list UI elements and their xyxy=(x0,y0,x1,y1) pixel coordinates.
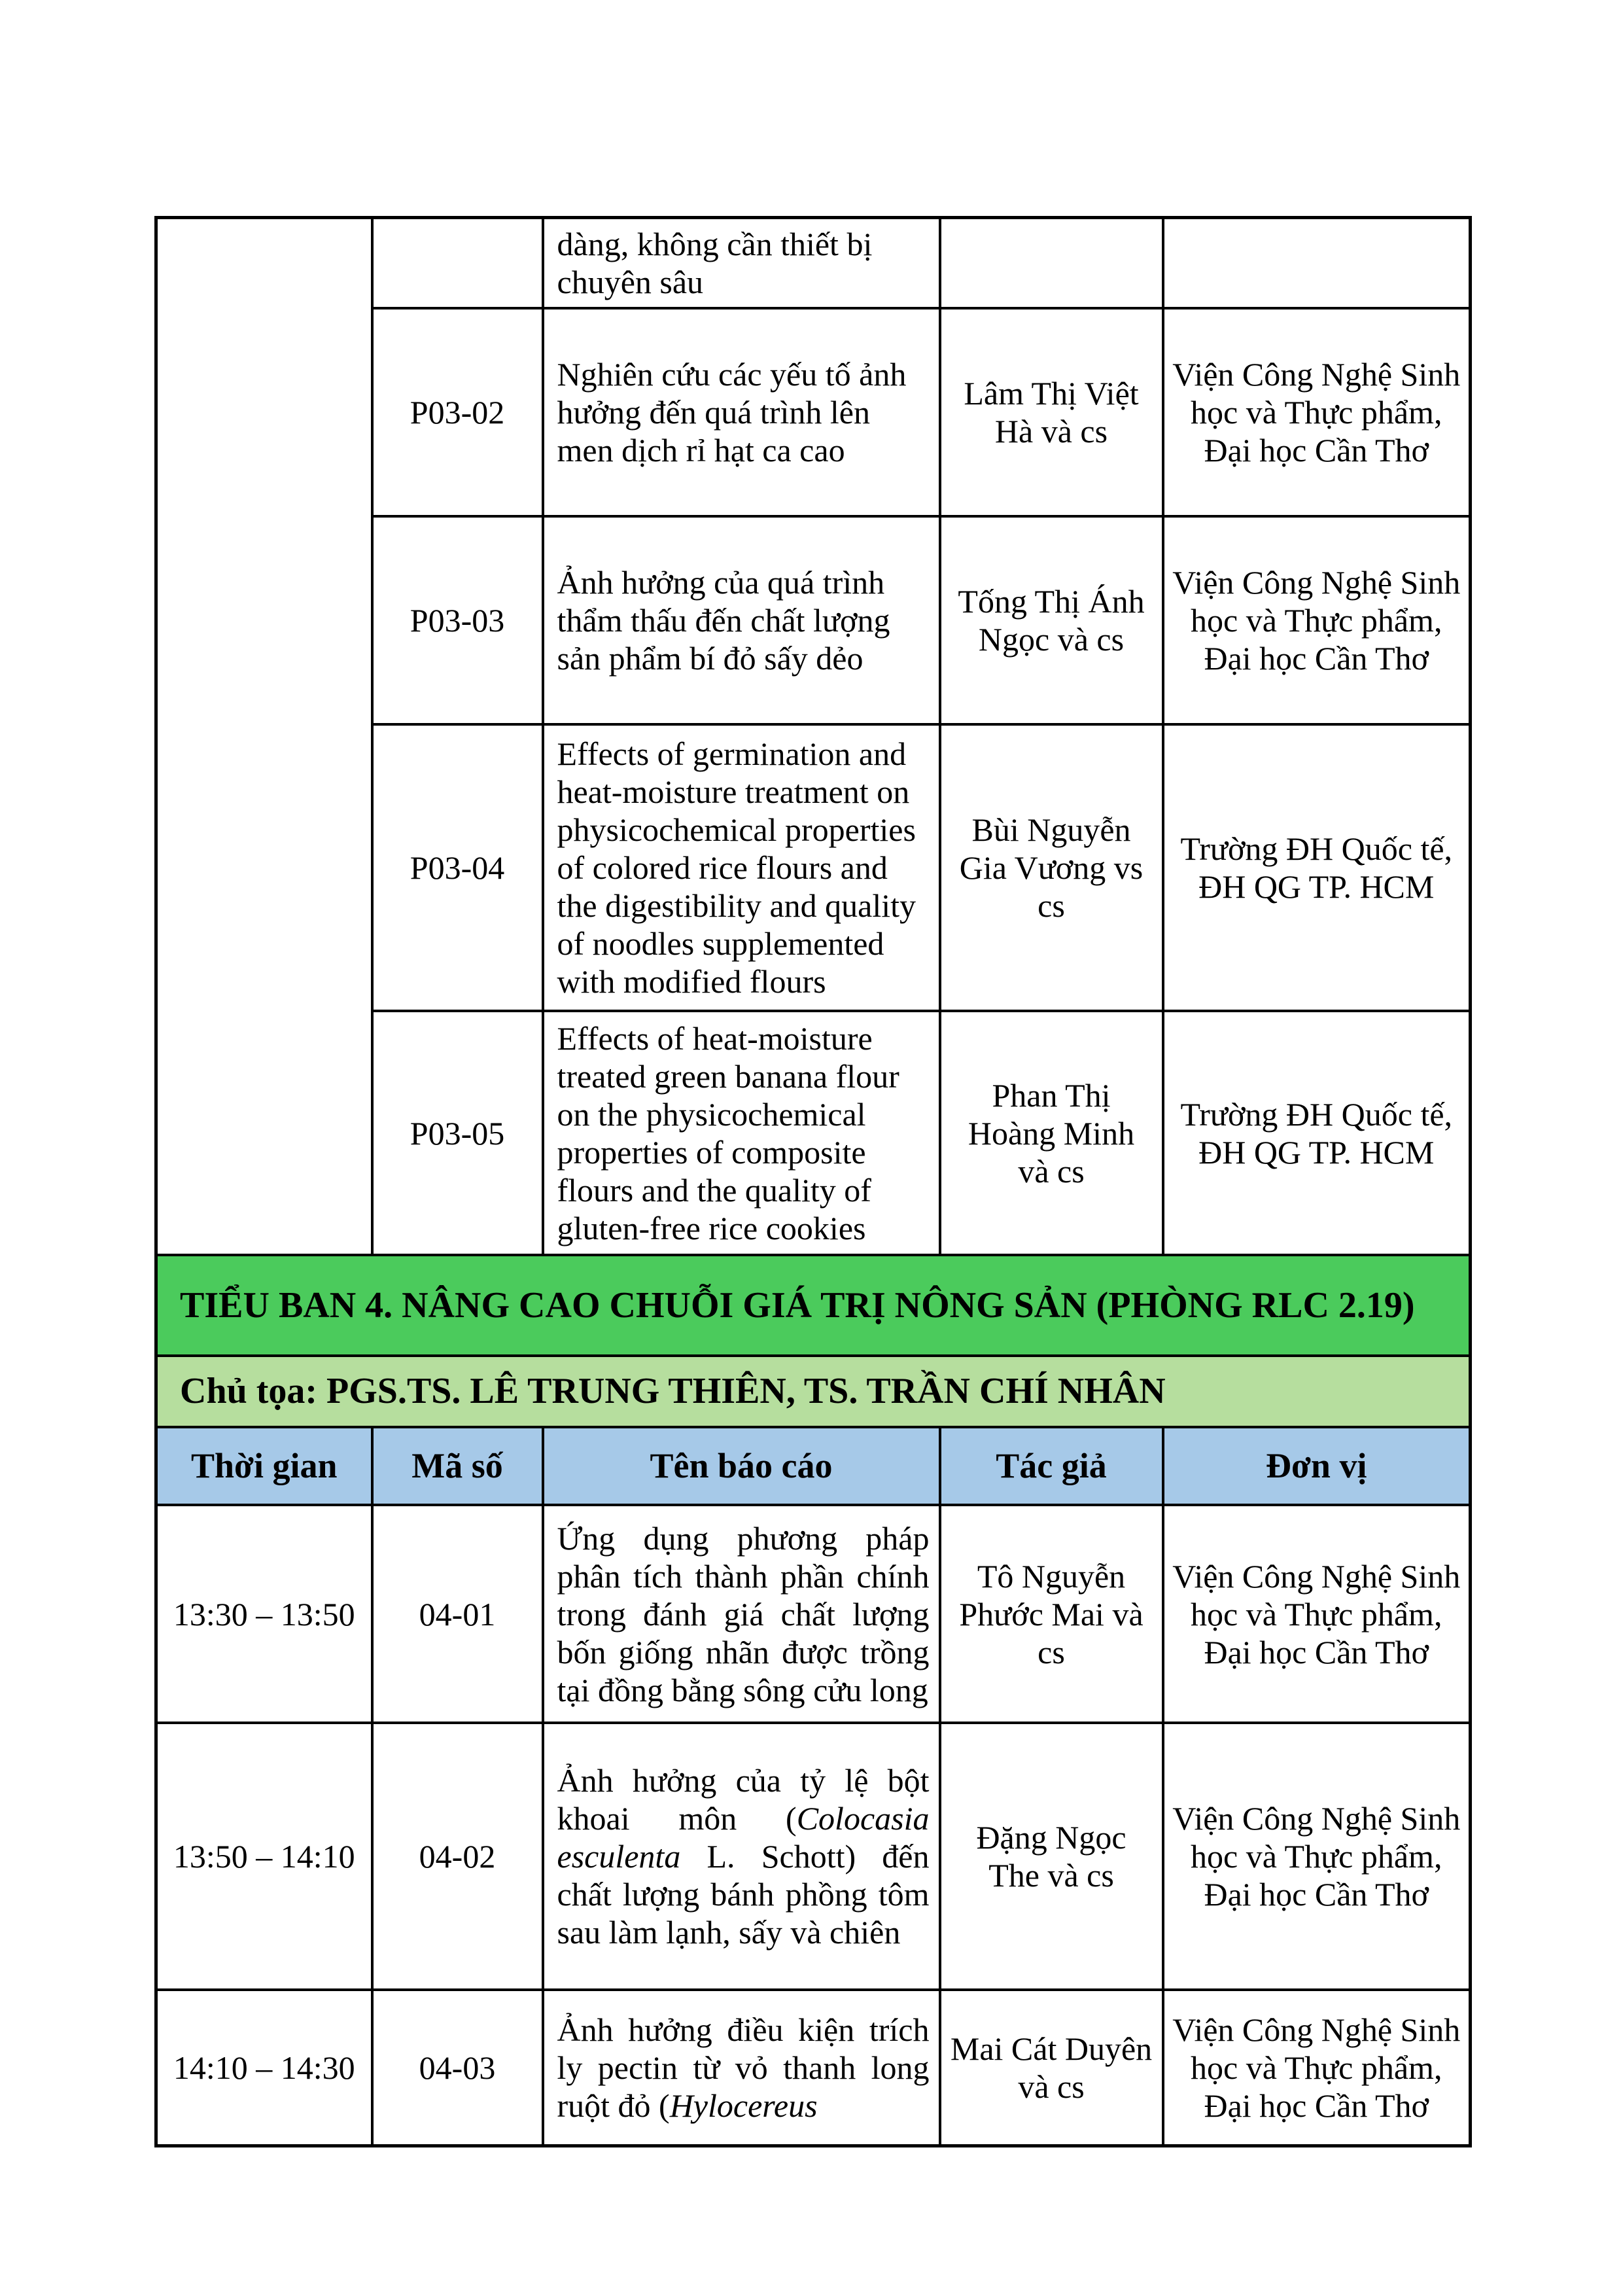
section-title: TIỂU BAN 4. NÂNG CAO CHUỖI GIÁ TRỊ NÔNG SẢN (PHÒNG RLC 2.19) xyxy=(156,1255,1471,1356)
title-text: Ứng dụng phương pháp phân tích thành phần chính trong đánh giá chất lượng bốn giống nhãn được trồng tại đồng bằng sông cửu long xyxy=(557,1519,930,1708)
table-row-continuation xyxy=(156,218,1471,309)
title-italic-text: Colocasia esculenta xyxy=(557,1800,930,1875)
author-cell: Tống Thị Ánh Ngọc và cs xyxy=(940,516,1163,724)
title-text: Ảnh hưởng của quá trình thẩm thấu đến chất lượng sản phẩm bí đỏ sấy dẻo xyxy=(557,564,890,677)
unit-cell: Trường ĐH Quốc tế, ĐH QG TP. HCM xyxy=(1163,724,1471,1011)
header-cell-author: Tác giả xyxy=(940,1427,1163,1505)
code-cell: P03-02 xyxy=(372,308,543,516)
author-cell: Lâm Thị Việt Hà và cs xyxy=(940,308,1163,516)
section-header-row xyxy=(156,1255,1471,1356)
title-cell xyxy=(543,516,940,724)
header-cell-time: Thời gian xyxy=(156,1427,372,1505)
table-row-04-02 xyxy=(156,1723,1471,1990)
title-cell xyxy=(543,308,940,516)
title-text: Effects of germination and heat-moisture treatment on physicochemical properties of colored rice flours and the digestibility and quality of noodles supplemented with modified flours xyxy=(557,735,916,1000)
unit-cell: Viện Công Nghệ Sinh học và Thực phẩm, Đại học Cần Thơ xyxy=(1163,1505,1471,1723)
title-text: Ảnh hưởng điều kiện trích ly pectin từ vỏ thanh long ruột đỏ ( xyxy=(557,2011,930,2124)
title-text: dàng, không cần thiết bị chuyên sâu xyxy=(557,226,873,300)
title-text-post: L. Schott) đến chất lượng bánh phồng tôm sau làm lạnh, sấy và chiên xyxy=(557,1838,930,1951)
unit-cell: Viện Công Nghệ Sinh học và Thực phẩm, Đại học Cần Thơ xyxy=(1163,1990,1471,2146)
author-cell: Bùi Nguyễn Gia Vương vs cs xyxy=(940,724,1163,1011)
title-text: Ảnh hưởng của tỷ lệ bột khoai môn ( xyxy=(557,1762,930,1837)
time-cell-merged xyxy=(156,218,372,1256)
author-cell: Đặng Ngọc The và cs xyxy=(940,1723,1163,1990)
unit-cell: Viện Công Nghệ Sinh học và Thực phẩm, Đại học Cần Thơ xyxy=(1163,516,1471,724)
code-cell: P03-05 xyxy=(372,1011,543,1255)
title-text: Nghiên cứu các yếu tố ảnh hưởng đến quá trình lên men dịch rỉ hạt ca cao xyxy=(557,356,907,468)
column-header-row xyxy=(156,1427,1471,1505)
title-cell xyxy=(543,1505,940,1723)
header-cell-title: Tên báo cáo xyxy=(543,1427,940,1505)
unit-cell: Viện Công Nghệ Sinh học và Thực phẩm, Đại học Cần Thơ xyxy=(1163,308,1471,516)
code-cell: 04-01 xyxy=(372,1505,543,1723)
code-cell: 04-03 xyxy=(372,1990,543,2146)
title-cell xyxy=(543,1990,940,2146)
author-cell: Tô Nguyễn Phước Mai và cs xyxy=(940,1505,1163,1723)
unit-cell xyxy=(1163,218,1471,309)
title-cell xyxy=(543,724,940,1011)
time-cell: 14:10 – 14:30 xyxy=(156,1990,372,2146)
code-cell: 04-02 xyxy=(372,1723,543,1990)
title-cell xyxy=(543,1723,940,1990)
title-italic-text: Hylocereus xyxy=(669,2087,818,2124)
author-cell: Phan Thị Hoàng Minh và cs xyxy=(940,1011,1163,1255)
time-cell: 13:30 – 13:50 xyxy=(156,1505,372,1723)
unit-cell: Trường ĐH Quốc tế, ĐH QG TP. HCM xyxy=(1163,1011,1471,1255)
header-cell-unit: Đơn vị xyxy=(1163,1427,1471,1505)
code-cell: P03-03 xyxy=(372,516,543,724)
unit-cell: Viện Công Nghệ Sinh học và Thực phẩm, Đại học Cần Thơ xyxy=(1163,1723,1471,1990)
header-cell-code: Mã số xyxy=(372,1427,543,1505)
title-text: Effects of heat-moisture treated green banana flour on the physicochemical properties of composite flours and the quality of gluten-free rice cookies xyxy=(557,1019,899,1246)
title-cell xyxy=(543,218,940,309)
code-cell: P03-04 xyxy=(372,724,543,1011)
table-row-04-03 xyxy=(156,1990,1471,2146)
title-cell xyxy=(543,1011,940,1255)
table-row-04-01 xyxy=(156,1505,1471,1723)
author-cell: Mai Cát Duyên và cs xyxy=(940,1990,1163,2146)
author-cell xyxy=(940,218,1163,309)
time-cell: 13:50 – 14:10 xyxy=(156,1723,372,1990)
chair-label: Chủ tọa: PGS.TS. LÊ TRUNG THIÊN, TS. TRẦN CHÍ NHÂN xyxy=(156,1356,1471,1427)
program-table xyxy=(154,216,1472,2147)
chair-row xyxy=(156,1356,1471,1427)
code-cell xyxy=(372,218,543,309)
